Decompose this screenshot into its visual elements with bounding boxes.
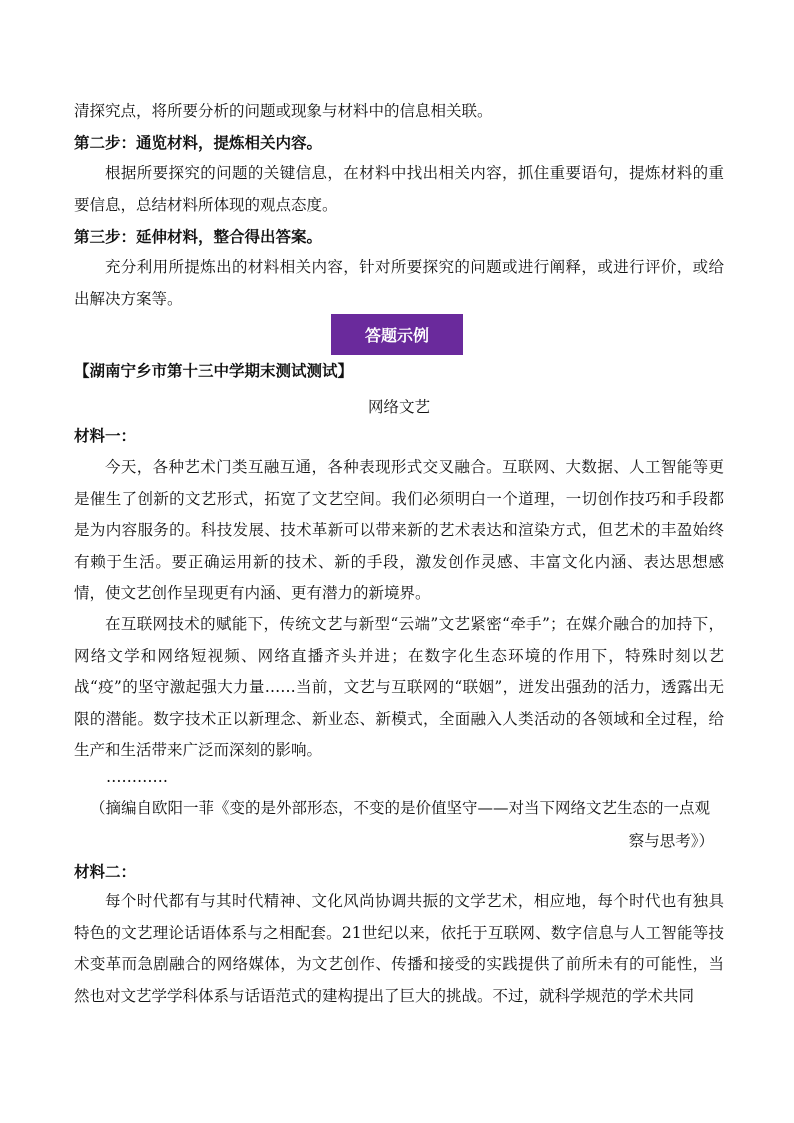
- material1-paragraph-2: 在互联网技术的赋能下，传统文艺与新型“云端”文艺紧密“牵手”；在媒介融合的加持下，网络文学和网络短视频、网络直播齐头并进；在数字化生态环境的作用下，特殊时刻以艺战“疫”的坚守激起强大力量……当前，文艺与互联网的“联姻”，迸发出强劲的活力，透露出无限的潜能。数字技术正以新理念、新业态、新模式，全面融入人类活动的各领域和全过程，给生产和生活带来广泛而深刻的影响。: [74, 615, 724, 759]
- source-heading: 【湖南宁乡市第十三中学期末测试测试】: [74, 362, 354, 380]
- material2-paragraph-1: 每个时代都有与其时代精神、文化风尚协调共振的文学艺术，相应地，每个时代也有独具特色的文艺理论话语体系与之相配套。21世纪以来，依托于互联网、数字信息与人工智能等技术变革而急剧融合的网络媒体，为文艺创作、传播和接受的实践提供了前所未有的可能性，当然也对文艺学学科体系与话语范式的建构提出了巨大的挑战。不过，就科学规范的学术共同: [74, 892, 724, 1005]
- step3-paragraph: 充分利用所提炼出的材料相关内容，针对所要探究的问题或进行阐释，或进行评价，或给出解决方案等。: [74, 258, 724, 308]
- intro-line: 清探究点，将所要分析的问题或现象与材料中的信息相关联。: [74, 102, 493, 120]
- step2-heading: 第二步：通览材料，提炼相关内容。: [74, 134, 323, 152]
- material1-paragraph-1: 今天，各种艺术门类互融互通，各种表现形式交叉融合。互联网、大数据、人工智能等更是催生了创新的文艺形式，拓宽了文艺空间。我们必须明白一个道理，一切创作技巧和手段都是为内容服务的。科技发展、技术革新可以带来新的艺术表达和渲染方式，但艺术的丰盈始终有赖于生活。要正确运用新的技术、新的手段，激发创作灵感、丰富文化内涵、表达思想感情，使文艺创作呈现更有内涵、更有潜力的新境界。: [74, 458, 724, 602]
- material1-label: 材料一：: [74, 427, 137, 445]
- material2-label: 材料二：: [74, 863, 137, 881]
- answer-example-banner: 答题示例: [331, 314, 463, 355]
- citation-line-2: 察与思考》）: [628, 832, 714, 850]
- article-title: 网络文艺: [367, 398, 430, 416]
- step2-paragraph: 根据所要探究的问题的关键信息，在材料中找出相关内容，抓住重要语句，提炼材料的重要信息，总结材料所体现的观点态度。: [74, 164, 724, 214]
- citation-line-1: （摘编自欧阳一菲《变的是外部形态，不变的是价值坚守——对当下网络文艺生态的一点观: [90, 799, 711, 817]
- ellipsis: …………: [106, 768, 168, 786]
- step3-heading: 第三步：延伸材料，整合得出答案。: [74, 228, 323, 246]
